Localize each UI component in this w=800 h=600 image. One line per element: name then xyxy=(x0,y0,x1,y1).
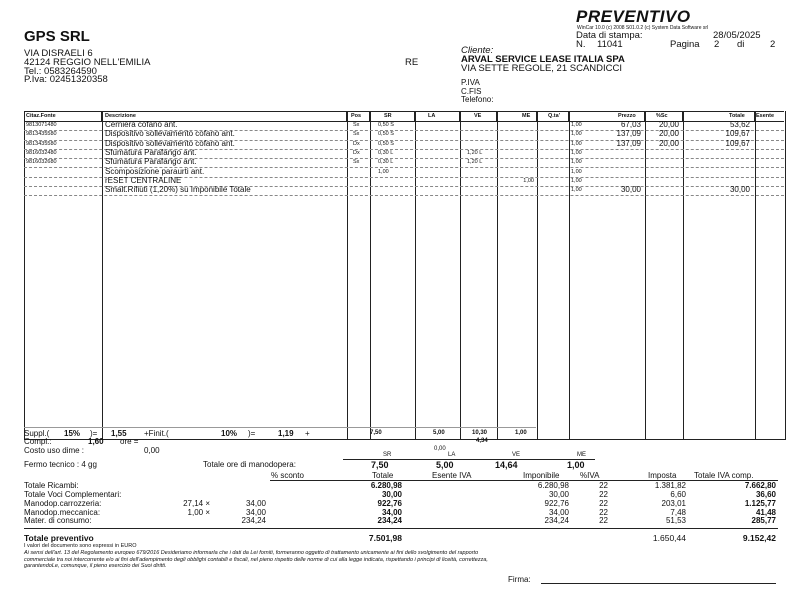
header-exempt: Esente xyxy=(756,113,775,119)
client-name: ARVAL SERVICE LEASE ITALIA SPA xyxy=(461,54,625,65)
summary-total: 30,00 xyxy=(381,490,402,499)
summary-header-discount: % sconto xyxy=(271,471,304,480)
labour-la-value: 5,00 xyxy=(436,460,454,470)
item-description: Sfumatura Parafango ant. xyxy=(105,147,197,157)
summary-total-with-vat: 285,77 xyxy=(751,516,776,525)
item-position: Sx xyxy=(353,131,360,138)
item-total: 53,62 xyxy=(729,120,750,129)
finishing-equals: )= xyxy=(248,429,256,438)
header-discount: %Sc xyxy=(656,113,668,119)
template-cost-value: 0,00 xyxy=(144,446,160,455)
summary-taxable: 34,00 xyxy=(548,508,569,517)
euro-note: I valori del documento sono espressi in EURO xyxy=(24,543,137,549)
item-code: 9813435580 xyxy=(26,140,57,147)
col-divider xyxy=(369,112,370,121)
item-total: 109,67 xyxy=(725,138,750,148)
header-position: Pos xyxy=(351,113,362,119)
supplement-value: 1,55 xyxy=(111,429,127,438)
summary-tax: 7,48 xyxy=(670,508,686,517)
client-vat: P.IVA xyxy=(461,78,480,87)
item-me: 1,00 xyxy=(523,177,534,184)
item-position: Sx xyxy=(353,159,360,166)
software-line: WinCar 10.0 (c) 2008 S01.0.2 (c) System Data Software srl xyxy=(577,25,709,31)
item-description: Dispositivo sollevamento cofano ant. xyxy=(105,138,235,148)
finishing-value: 1,19 xyxy=(278,429,294,438)
item-discount: 20,00 xyxy=(658,138,679,148)
col-divider xyxy=(101,112,102,121)
labour-ve-value: 14,64 xyxy=(495,460,518,470)
supplement-label: Suppl.( xyxy=(24,429,50,438)
total-labour-hours-label: Totale ore di manodopera: xyxy=(203,460,296,469)
signature-label: Firma: xyxy=(508,575,531,584)
company-vat: P.Iva: 02451320358 xyxy=(24,74,108,85)
template-cost-label: Costo uso dime : xyxy=(24,446,85,455)
item-total: 30,00 xyxy=(729,185,750,195)
item-description: Dispositivo sollevamento cofano ant. xyxy=(105,129,235,139)
item-quantity: 1,00 xyxy=(571,168,582,175)
labour-la-small-value: 0,00 xyxy=(434,446,446,452)
header-sr: SR xyxy=(384,113,392,119)
item-quantity: 1,00 xyxy=(571,177,582,184)
item-quantity: 1,00 xyxy=(571,187,582,194)
labour-sr-header: SR xyxy=(383,452,392,458)
summary-label: Manodop.meccanica: xyxy=(24,508,101,517)
page-of: di xyxy=(737,39,745,50)
summary-tax: 203,01 xyxy=(661,499,686,508)
supplement-equals: )= xyxy=(90,429,98,438)
technical-downtime: Fermo tecnico : 4 gg xyxy=(24,460,97,469)
item-code: 9813435580 xyxy=(26,131,57,138)
header-description: Descrizione xyxy=(105,113,136,119)
summary-vat-percent: 22 xyxy=(599,508,608,517)
item-description: Scomposizione paraurti ant. xyxy=(105,166,205,176)
summary-rate: 34,00 xyxy=(245,499,266,508)
col-divider xyxy=(496,112,497,121)
ve-subtotal: 4,34 xyxy=(476,438,488,444)
item-sr: 0,30 L xyxy=(378,149,394,156)
item-code: 9816032680 xyxy=(26,159,57,166)
client-phone: Telefono: xyxy=(461,95,494,104)
header-price: Prezzo xyxy=(618,113,636,119)
summary-rate: 34,00 xyxy=(245,508,266,517)
summary-vat-percent: 22 xyxy=(599,490,608,499)
summary-taxable: 30,00 xyxy=(548,490,569,499)
item-description: Smalt.Rifiuti (1,20%) su Imponibile Totale xyxy=(105,185,251,195)
item-code: 9813071480 xyxy=(26,122,57,128)
company-address-line1: VIA DISRAELI 6 xyxy=(24,48,93,59)
col-divider xyxy=(536,112,537,121)
item-sr: 0,30 L xyxy=(378,159,394,166)
privacy-notice: Ai sensi dell'art. 13 del Regolamento europeo 679/2016 Desideriamo informarla che i dati da Lei forniti, formeranno oggetto di trattamento unicamente ai fini dello svolgimento del rapporto commerciale tra noi intercorrente e/o ai fini dell'adempimento degli obblighi contabili e fiscali, nel pieno rispetto delle norme di cui alla legge indicata, rispettando i principi di liceità, correttezza, garantendoLe, comunque, il pieno esercizio dei Suoi diritti. xyxy=(24,550,488,570)
document-title: PREVENTIVO xyxy=(576,7,691,26)
date-value: 28/05/2025 xyxy=(713,30,761,41)
company-province: RE xyxy=(405,57,419,68)
supplement-sr-total: 7,50 xyxy=(370,430,382,436)
item-position: Dx xyxy=(353,149,360,156)
item-price: 67,03 xyxy=(620,120,641,129)
summary-taxable: 6.280,98 xyxy=(537,481,569,490)
summary-taxable: 234,24 xyxy=(544,516,569,525)
summary-header-total-with-vat: Totale IVA comp. xyxy=(694,471,754,480)
finishing-percent: 10% xyxy=(221,429,238,438)
item-quantity: 1,00 xyxy=(571,140,582,147)
supplements-divider xyxy=(24,427,536,428)
summary-total-with-vat: 41,48 xyxy=(755,508,776,517)
summary-tax: 6,60 xyxy=(670,490,686,499)
table-row xyxy=(24,186,784,196)
supplement-ve-total: 10,30 xyxy=(472,430,488,436)
finishing-plus: + xyxy=(305,429,310,438)
summary-total: 234,24 xyxy=(377,516,402,525)
supplement-percent: 15% xyxy=(64,429,81,438)
summary-label: Mater. di consumo: xyxy=(24,516,92,525)
summary-header-exempt: Esente IVA xyxy=(432,471,472,480)
summary-total-with-vat: 36,60 xyxy=(755,490,776,499)
supplement-la-total: 5,00 xyxy=(433,430,445,436)
summary-header-taxable: Imponibile xyxy=(523,471,560,480)
header-quantity: Q.ta' xyxy=(548,113,561,119)
summary-vat-percent: 22 xyxy=(599,481,608,490)
company-name: GPS SRL xyxy=(24,28,90,45)
col-divider xyxy=(644,112,645,121)
summary-vat-percent: 22 xyxy=(599,499,608,508)
item-description: rESET CENTRALINE xyxy=(105,175,182,185)
complement-value: 1,60 xyxy=(88,437,104,446)
client-address: VIA SETTE REGOLE, 21 SCANDICCI xyxy=(461,63,623,74)
grand-total-with-vat: 9.152,42 xyxy=(742,533,776,543)
finishing-label: +Finit.( xyxy=(144,429,169,438)
summary-total: 922,76 xyxy=(377,499,402,508)
item-discount: 20,00 xyxy=(658,129,679,139)
complement-label: Compl.: xyxy=(24,437,52,446)
item-code: 9816032480 xyxy=(26,149,57,156)
summary-total-with-vat: 1.125,77 xyxy=(744,499,776,508)
company-phone: Tel.: 0583264590 xyxy=(24,66,97,77)
item-quantity: 1,00 xyxy=(571,131,582,138)
header-me: ME xyxy=(522,113,531,119)
page-label: Pagina xyxy=(670,39,700,50)
page-total: 2 xyxy=(770,39,776,50)
header-code: Citaz.Fonte xyxy=(26,113,56,119)
item-sr: 0,50 S xyxy=(378,122,394,128)
item-price: 137,09 xyxy=(616,138,641,148)
item-sr: 1,00 xyxy=(378,168,389,175)
labour-me-header: ME xyxy=(577,452,586,458)
summary-hours: 27,14 × xyxy=(183,499,210,508)
hours-equals-label: ore = xyxy=(120,437,139,446)
number-value: 11041 xyxy=(597,39,623,50)
summary-total-with-vat: 7.662,80 xyxy=(744,481,776,490)
col-divider xyxy=(682,112,683,121)
client-label: Cliente: xyxy=(461,45,494,56)
header-la: LA xyxy=(428,113,436,119)
col-divider xyxy=(414,112,415,121)
header-ve: VE xyxy=(474,113,482,119)
summary-total: 6.280,98 xyxy=(370,481,402,490)
summary-header-tax: Imposta xyxy=(648,471,677,480)
signature-line xyxy=(541,583,776,584)
summary-hours: 1,00 × xyxy=(187,508,210,517)
item-ve: 1,20 L xyxy=(467,149,483,156)
company-address-line2: 42124 REGGIO NELL'EMILIA xyxy=(24,57,151,68)
item-description: Sfumatura Parafango ant. xyxy=(105,157,197,167)
summary-vat-percent: 22 xyxy=(599,516,608,525)
item-description: Cerniera cofano ant. xyxy=(105,120,178,129)
page-value: 2 xyxy=(714,39,720,50)
grand-total-divider xyxy=(24,528,778,529)
item-quantity: 1,00 xyxy=(571,122,582,128)
summary-total: 34,00 xyxy=(381,508,402,517)
supplement-me-total: 1,00 xyxy=(515,430,527,436)
item-quantity: 1,00 xyxy=(571,149,582,156)
summary-label: Manodop.carrozzeria: xyxy=(24,499,102,508)
date-label: Data di stampa: xyxy=(576,30,643,41)
item-position: Sx xyxy=(353,122,360,128)
summary-taxable: 922,76 xyxy=(544,499,569,508)
summary-rate: 234,24 xyxy=(241,516,266,525)
item-price: 30,00 xyxy=(620,185,641,195)
item-position: Dx xyxy=(353,140,360,147)
labour-la-header: LA xyxy=(448,452,456,458)
item-sr: 0,50 S xyxy=(378,140,394,147)
summary-tax: 51,53 xyxy=(665,516,686,525)
grand-total-amount: 7.501,98 xyxy=(368,533,402,543)
col-divider xyxy=(346,112,347,121)
client-fiscal-code: C.FIS xyxy=(461,87,482,96)
item-quantity: 1,00 xyxy=(571,159,582,166)
item-ve: 1,20 L xyxy=(467,159,483,166)
labour-me-value: 1,00 xyxy=(567,460,585,470)
item-price: 137,09 xyxy=(616,129,641,139)
summary-tax: 1.381,82 xyxy=(654,481,686,490)
labour-ve-header: VE xyxy=(512,452,521,458)
header-total: Totale xyxy=(729,113,745,119)
summary-header-vat-percent: %IVA xyxy=(580,471,600,480)
number-label: N. xyxy=(576,39,586,50)
col-divider xyxy=(568,112,569,121)
summary-header-total: Totale xyxy=(372,471,394,480)
col-divider xyxy=(459,112,460,121)
col-divider xyxy=(754,112,755,121)
labour-sr-value: 7,50 xyxy=(371,460,389,470)
summary-label: Totale Voci Complementari: xyxy=(24,490,122,499)
grand-total-label: Totale preventivo xyxy=(24,533,94,543)
grand-total-tax: 1.650,44 xyxy=(652,533,686,543)
item-total: 109,67 xyxy=(725,129,750,139)
item-sr: 0,50 S xyxy=(378,131,394,138)
summary-label: Totale Ricambi: xyxy=(24,481,79,490)
item-discount: 20,00 xyxy=(658,120,679,129)
